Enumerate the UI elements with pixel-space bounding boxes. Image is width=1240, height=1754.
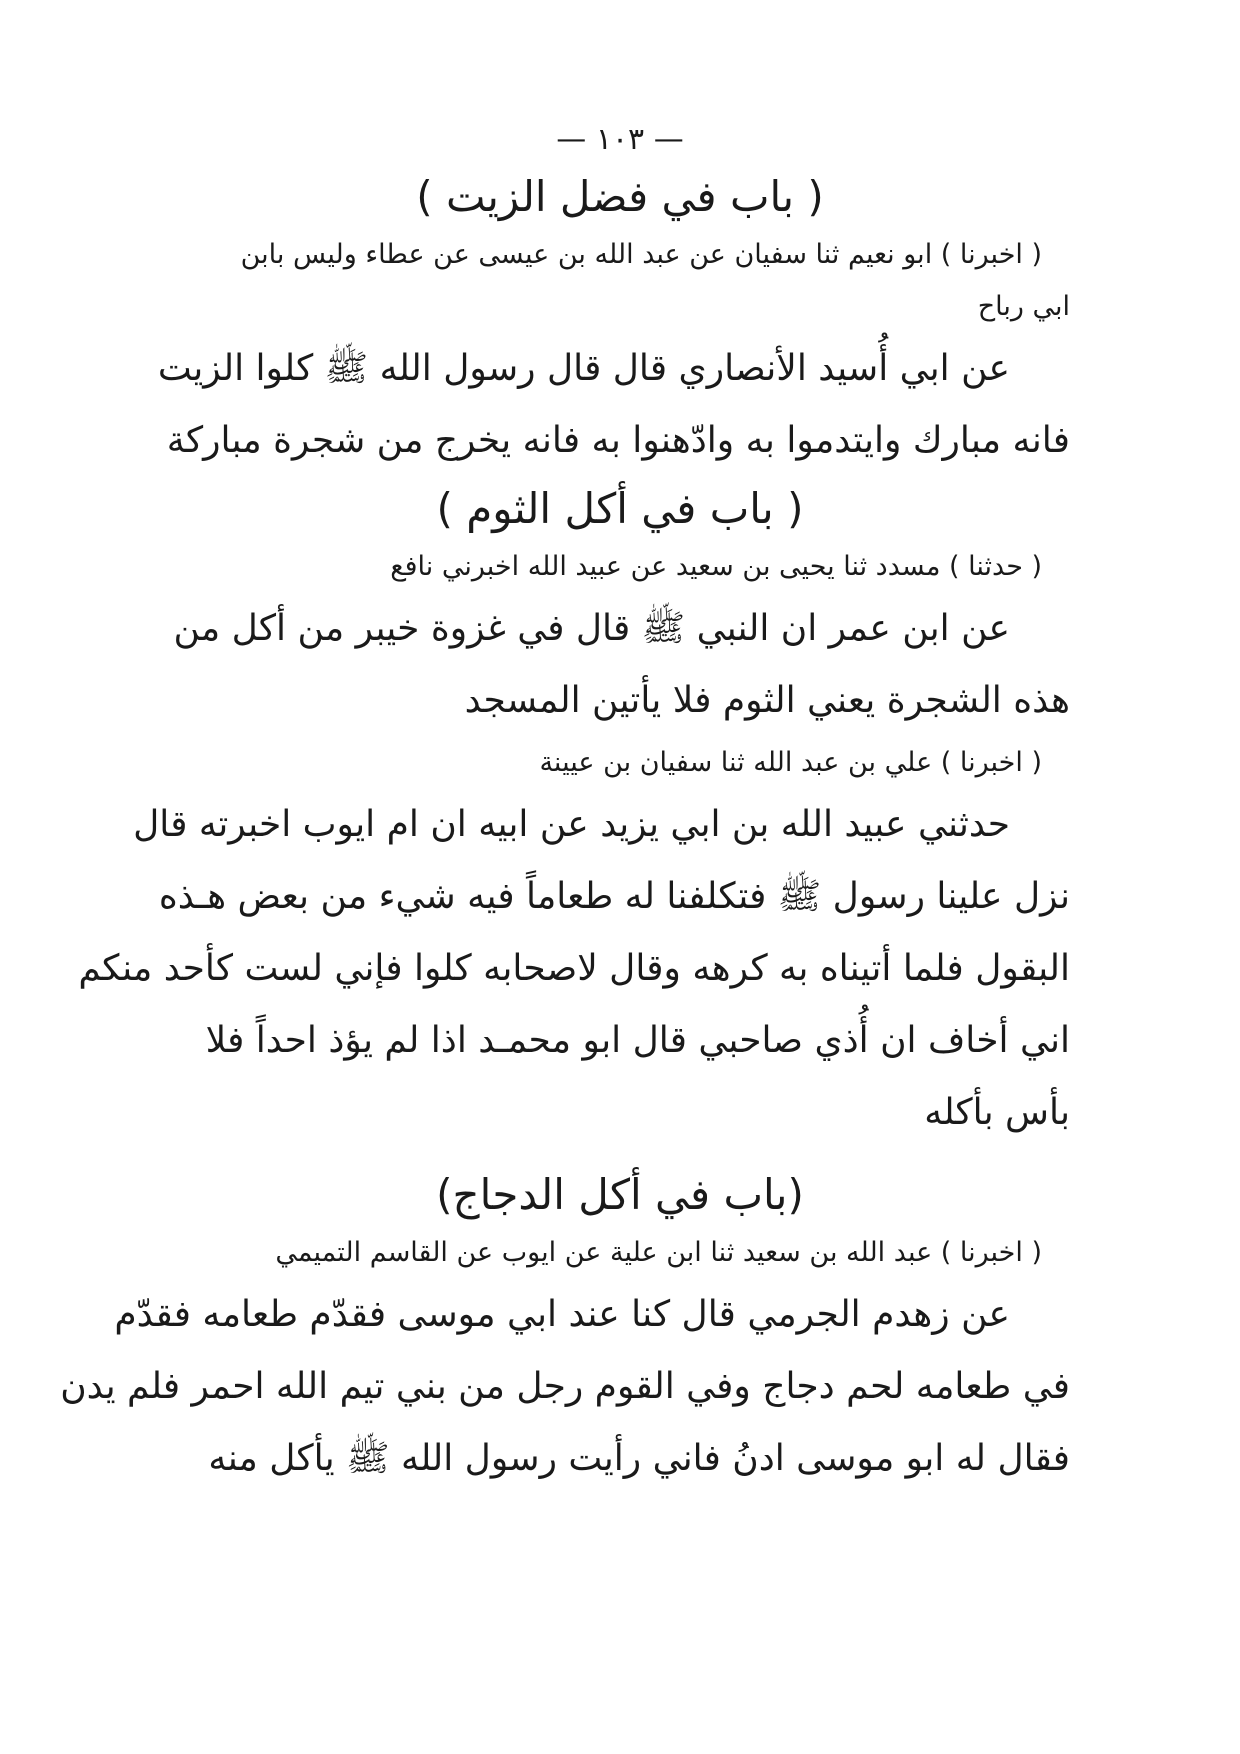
section-heading-olive-oil: ( باب في فضل الزيت ) [416,172,824,221]
matn-line: عن زهدم الجرمي قال كنا عند ابي موسى فقدّم طعامه فقدّم [114,1294,1010,1335]
isnad-line: ( اخبرنا ) ابو نعيم ثنا سفيان عن عبد الله بن عيسى عن عطاء وليس بابن [240,239,1042,270]
matn-line: فقال له ابو موسى ادنُ فاني رأيت رسول الله ﷺ يأكل منه [208,1438,1070,1479]
isnad-line: ابي رباح [977,291,1070,322]
page-content [60,115,1070,1495]
matn-line: هذه الشجرة يعني الثوم فلا يأتين المسجد [464,680,1070,721]
matn-line: حدثني عبيد الله بن ابي يزيد عن ابيه ان ام ايوب اخبرته قال [133,804,1010,845]
section-heading-garlic: ( باب في أكل الثوم ) [436,484,804,533]
matn-line: عن ابن عمر ان النبي ﷺ قال في غزوة خيبر من أكل من [173,608,1010,649]
matn-line: نزل علينا رسول ﷺ فتكلفنا له طعاماً فيه شيء من بعض هـذه [158,876,1070,917]
isnad-line: ( اخبرنا ) عبد الله بن سعيد ثنا ابن علية عن ايوب عن القاسم التميمي [275,1237,1042,1268]
section-heading-chicken: (باب في أكل الدجاج) [436,1170,804,1219]
isnad-line: ( حدثنا ) مسدد ثنا يحيى بن سعيد عن عبيد الله اخبرني نافع [390,551,1042,582]
matn-line: فانه مبارك وايتدموا به وادّهنوا به فانه يخرج من شجرة مباركة [166,420,1070,461]
matn-line: في طعامه لحم دجاج وفي القوم رجل من بني تيم الله احمر فلم يدن [60,1366,1070,1407]
isnad-line: ( اخبرنا ) علي بن عبد الله ثنا سفيان بن عيينة [539,747,1042,778]
matn-line: بأس بأكله [924,1092,1070,1133]
page-number: — ١٠٣ — [556,122,684,157]
spacer [170,1149,1070,1163]
matn-line: البقول فلما أتيناه به كرهه وقال لاصحابه كلوا فإني لست كأحد منكم [78,948,1070,989]
matn-line: اني أخاف ان أُذي صاحبي قال ابو محمـد اذا لم يؤذ احداً فلا [205,1020,1070,1061]
matn-line: عن ابي أُسيد الأنصاري قال قال رسول الله ﷺ كلوا الزيت [157,348,1010,389]
